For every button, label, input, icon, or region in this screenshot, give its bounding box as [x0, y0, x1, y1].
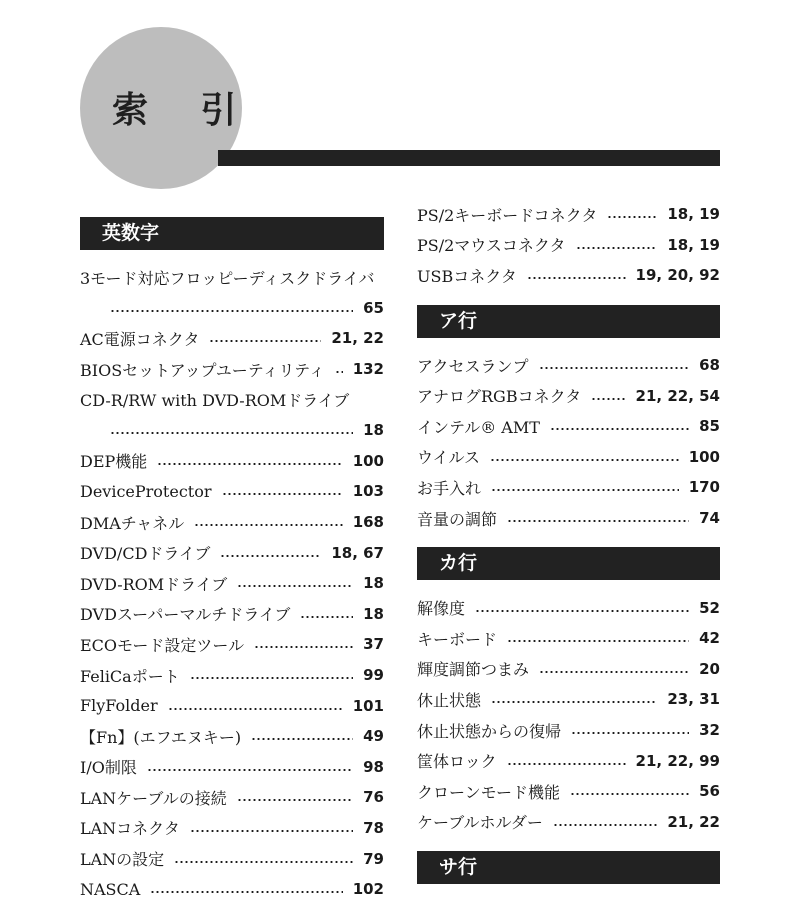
index-term: クローンモード機能	[417, 782, 561, 802]
right-column	[417, 199, 720, 896]
leader-dots	[539, 367, 690, 369]
index-pages: 18	[363, 574, 384, 593]
index-term: アクセスランプ	[417, 356, 529, 376]
index-entry[interactable]	[80, 476, 384, 507]
index-entry-line	[80, 476, 384, 507]
index-entry-line	[80, 782, 384, 813]
index-entry-line	[80, 813, 384, 844]
index-entry[interactable]	[80, 384, 384, 445]
leader-dots	[237, 799, 353, 801]
index-term: DVD-ROMドライブ	[80, 574, 228, 594]
index-term: FeliCaポート	[80, 666, 180, 686]
leader-dots	[491, 701, 657, 703]
index-term: 3モード対応フロッピーディスクドライバ	[80, 268, 375, 288]
index-entry[interactable]	[417, 715, 720, 746]
index-entry-line	[80, 262, 384, 293]
index-entry-line	[417, 503, 720, 534]
index-entry[interactable]	[80, 446, 384, 477]
index-term: 休止状態からの復帰	[417, 721, 562, 741]
leader-dots	[553, 824, 657, 826]
index-pages: 18	[363, 421, 384, 440]
leader-dots	[539, 671, 689, 673]
index-term: FlyFolder	[80, 696, 158, 716]
index-term: NASCA	[80, 879, 141, 899]
index-entry-line	[80, 293, 384, 324]
index-term: USBコネクタ	[417, 266, 517, 286]
index-entry[interactable]	[417, 745, 720, 776]
index-pages: 98	[363, 757, 384, 776]
index-entry-line	[417, 411, 720, 442]
index-term: AC電源コネクタ	[80, 329, 200, 349]
index-pages: 101	[352, 696, 384, 715]
index-term: DMAチャネル	[80, 513, 185, 533]
leader-dots	[507, 520, 689, 522]
leader-dots	[147, 769, 353, 771]
leader-dots	[570, 793, 689, 795]
index-entry[interactable]	[417, 654, 720, 685]
index-term: お手入れ	[417, 478, 482, 498]
index-entry[interactable]	[417, 199, 720, 230]
left-column	[80, 199, 384, 904]
index-entry-line	[80, 537, 384, 568]
index-pages: 49	[363, 727, 384, 746]
index-entry[interactable]	[80, 690, 384, 721]
index-entry[interactable]	[417, 807, 720, 838]
index-entry-line	[417, 230, 720, 261]
index-term: DVDスーパーマルチドライブ	[80, 605, 291, 625]
leader-dots	[157, 463, 342, 465]
index-entry[interactable]	[417, 776, 720, 807]
index-entry[interactable]	[80, 262, 384, 323]
index-entry-line	[417, 807, 720, 838]
index-entry-line	[80, 721, 384, 752]
index-entry-line	[80, 629, 384, 660]
leader-dots	[251, 738, 353, 740]
leader-dots	[220, 555, 321, 557]
index-entry-line	[80, 507, 384, 538]
index-entry-line	[80, 874, 384, 905]
index-pages: 37	[363, 635, 384, 654]
index-entry-line	[417, 592, 720, 623]
index-pages: 168	[352, 513, 384, 532]
index-pages: 42	[699, 629, 720, 648]
index-pages: 18	[363, 604, 384, 623]
index-entry[interactable]	[417, 472, 720, 503]
leader-dots	[190, 677, 353, 679]
index-term: DeviceProtector	[80, 481, 212, 501]
section-header: ア行	[417, 305, 720, 338]
leader-dots	[222, 493, 343, 495]
index-entry-line	[80, 843, 384, 874]
index-pages: 21, 22, 54	[635, 386, 720, 405]
index-pages: 100	[352, 451, 384, 470]
index-term: 輝度調節つまみ	[417, 660, 530, 680]
leader-dots	[571, 732, 689, 734]
leader-dots	[110, 432, 353, 434]
index-entry[interactable]	[417, 623, 720, 654]
leader-dots	[335, 371, 343, 373]
index-entry[interactable]	[80, 813, 384, 844]
index-entry[interactable]	[80, 537, 384, 568]
index-entry-line	[80, 384, 384, 415]
section-header: サ行	[417, 851, 720, 884]
index-entry[interactable]	[417, 503, 720, 534]
leader-dots	[491, 489, 679, 491]
index-pages: 56	[699, 782, 720, 801]
index-pages: 21, 22	[667, 812, 720, 831]
index-entry-line	[80, 752, 384, 783]
index-entry[interactable]	[417, 684, 720, 715]
index-term: 音量の調節	[417, 509, 498, 529]
index-entry-line	[417, 623, 720, 654]
index-entry-line	[417, 715, 720, 746]
index-entry[interactable]	[417, 411, 720, 442]
index-entry-line	[417, 260, 720, 291]
index-entry-line	[80, 568, 384, 599]
index-pages: 74	[699, 509, 720, 528]
leader-dots	[110, 310, 353, 312]
index-term: インテル® AMT	[417, 417, 540, 437]
leader-dots	[300, 616, 353, 618]
index-entry[interactable]	[80, 599, 384, 630]
index-entry-line	[417, 684, 720, 715]
index-term: LANの設定	[80, 850, 165, 870]
leader-dots	[576, 247, 658, 249]
index-entry-line	[417, 776, 720, 807]
index-entry[interactable]	[417, 380, 720, 411]
leader-dots	[507, 640, 689, 642]
index-entry-line	[80, 660, 384, 691]
index-term: DEP機能	[80, 452, 148, 472]
index-pages: 79	[363, 849, 384, 868]
index-entry[interactable]	[417, 592, 720, 623]
index-entry[interactable]	[80, 752, 384, 783]
leader-dots	[190, 830, 353, 832]
index-pages: 170	[688, 478, 720, 497]
index-term: LANコネクタ	[80, 819, 180, 839]
leader-dots	[209, 340, 321, 342]
index-entry-line	[80, 354, 384, 385]
index-term: PS/2マウスコネクタ	[417, 236, 566, 256]
index-term: キーボード	[417, 629, 498, 649]
leader-dots	[550, 428, 689, 430]
index-term: アナログRGBコネクタ	[417, 387, 582, 407]
index-term: PS/2キーボードコネクタ	[417, 205, 598, 225]
index-term: 解像度	[417, 599, 466, 619]
index-term: 休止状態	[417, 690, 482, 710]
leader-dots	[507, 763, 626, 765]
index-entry[interactable]	[80, 874, 384, 905]
index-entry-line	[417, 380, 720, 411]
leader-dots	[237, 585, 353, 587]
index-entry[interactable]	[80, 323, 384, 354]
index-entry[interactable]	[80, 721, 384, 752]
index-entry[interactable]	[80, 568, 384, 599]
index-pages: 85	[699, 417, 720, 436]
index-pages: 132	[352, 360, 384, 379]
index-pages: 68	[699, 356, 720, 375]
index-entry-line	[417, 199, 720, 230]
index-entry-line	[417, 350, 720, 381]
index-entry-line	[417, 472, 720, 503]
index-entry[interactable]	[417, 260, 720, 291]
leader-dots	[475, 610, 689, 612]
leader-dots	[607, 216, 657, 218]
index-pages: 52	[699, 598, 720, 617]
leader-dots	[254, 646, 353, 648]
index-pages: 102	[352, 880, 384, 899]
title-bar	[218, 150, 720, 166]
index-entry[interactable]	[417, 442, 720, 473]
index-entry[interactable]	[417, 230, 720, 261]
index-term: 【Fn】(エフエヌキー)	[80, 727, 242, 747]
index-entry[interactable]	[80, 782, 384, 813]
index-pages: 65	[363, 298, 384, 317]
index-pages: 18, 19	[667, 235, 720, 254]
index-pages: 19, 20, 92	[635, 266, 720, 285]
index-term: BIOSセットアップユーティリティ	[80, 360, 325, 380]
leader-dots	[591, 398, 625, 400]
index-entry[interactable]	[80, 629, 384, 660]
index-entry-line	[80, 446, 384, 477]
index-term: ECOモード設定ツール	[80, 635, 245, 655]
index-pages: 32	[699, 721, 720, 740]
index-term: DVD/CDドライブ	[80, 544, 211, 564]
index-entry-line	[80, 415, 384, 446]
index-term: CD-R/RW with DVD-ROMドライブ	[80, 391, 350, 411]
index-pages: 18, 19	[667, 205, 720, 224]
index-entry-line	[80, 690, 384, 721]
index-pages: 20	[699, 659, 720, 678]
index-entry[interactable]	[80, 843, 384, 874]
index-pages: 21, 22, 99	[635, 751, 720, 770]
index-entry[interactable]	[80, 507, 384, 538]
index-term: ウイルス	[417, 448, 481, 468]
page-title: 索 引	[112, 90, 257, 131]
index-entry[interactable]	[417, 350, 720, 381]
index-pages: 103	[352, 482, 384, 501]
leader-dots	[490, 459, 679, 461]
index-term: I/O制限	[80, 758, 137, 778]
index-entry-line	[80, 323, 384, 354]
index-term: 筐体ロック	[417, 752, 497, 772]
index-pages: 76	[363, 788, 384, 807]
leader-dots	[150, 891, 342, 893]
index-pages: 99	[363, 666, 384, 685]
index-entry[interactable]	[80, 354, 384, 385]
section-header: 英数字	[80, 217, 384, 250]
index-pages: 100	[688, 447, 720, 466]
leader-dots	[168, 708, 343, 710]
index-pages: 78	[363, 818, 384, 837]
index-entry-line	[417, 442, 720, 473]
leader-dots	[174, 861, 353, 863]
leader-dots	[194, 524, 342, 526]
index-entry[interactable]	[80, 660, 384, 691]
section-header: カ行	[417, 547, 720, 580]
index-entry-line	[417, 745, 720, 776]
index-pages: 23, 31	[667, 690, 720, 709]
index-pages: 21, 22	[331, 329, 384, 348]
index-pages: 18, 67	[331, 543, 384, 562]
index-entry-line	[80, 599, 384, 630]
index-entry-line	[417, 654, 720, 685]
leader-dots	[527, 277, 626, 279]
index-term: ケーブルホルダー	[417, 813, 543, 833]
index-term: LANケーブルの接続	[80, 788, 227, 808]
